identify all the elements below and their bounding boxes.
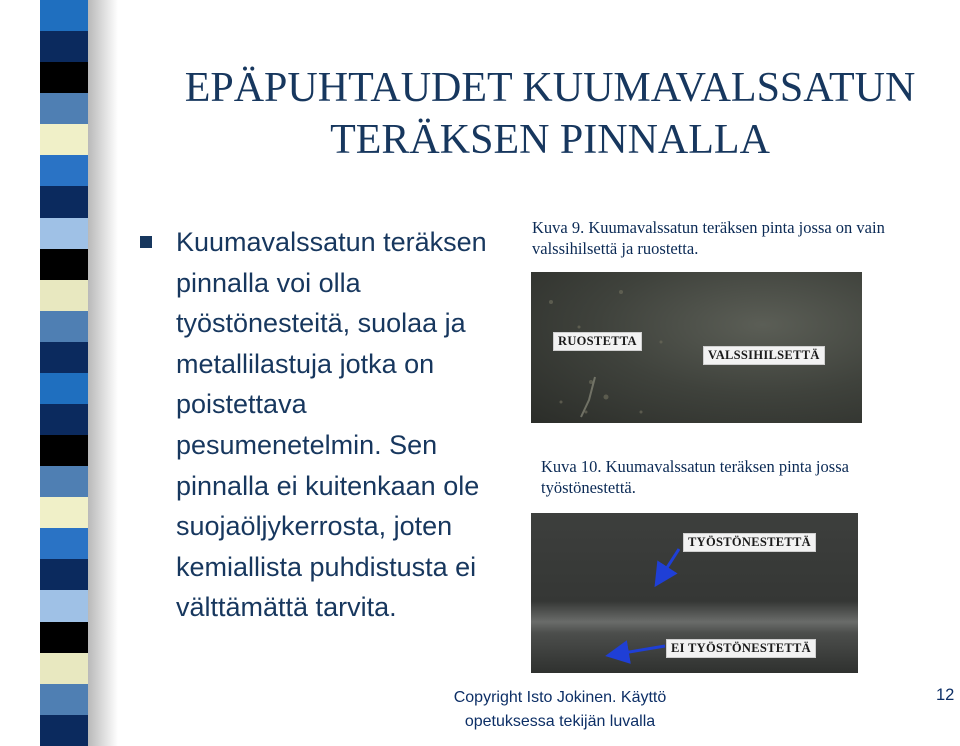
stripe-block: [40, 280, 88, 311]
stripe-block: [40, 497, 88, 528]
photo-label-valssihilsetta: VALSSIHILSETTÄ: [703, 346, 825, 365]
arrow-icon: [617, 646, 665, 654]
stripe-block: [40, 715, 88, 746]
title-line-2: TERÄKSEN PINNALLA: [330, 117, 770, 163]
stripe-block: [40, 653, 88, 684]
stripe-block: [40, 0, 88, 31]
caption-kuva-9: Kuva 9. Kuumavalssatun teräksen pinta jossa on vain valssihilsettä ja ruostetta.: [532, 218, 885, 258]
photo-label-tyostonestetta: TYÖSTÖNESTETTÄ: [683, 533, 816, 552]
photo-label-ei-tyostonestetta: EI TYÖSTÖNESTETTÄ: [666, 639, 816, 658]
stripe-block: [40, 218, 88, 249]
slide-title: [150, 62, 950, 166]
photo-kuva-10: [531, 513, 858, 673]
photo-kuva-9: [531, 272, 862, 423]
stripe-block: [40, 186, 88, 217]
bullet-square-icon: [140, 236, 152, 248]
stripe-block: [40, 31, 88, 62]
stripe-block: [40, 249, 88, 280]
stripe-block: [40, 93, 88, 124]
stripe-shadow: [88, 0, 118, 746]
footer-line-2: opetuksessa tekijän luvalla: [464, 713, 656, 730]
bullet-text: Kuumavalssatun teräksen pinnalla voi olla työstönesteitä, suolaa ja metallilastuja jotka on poistettava pesumenetelmin. Sen pinnalla ei kuitenkaan ole suojaöljykerrosta, joten kemiallista puhdistusta ei välttämättä tarvita.: [176, 227, 487, 623]
arrow-icons: [531, 513, 858, 673]
stripe-block: [40, 404, 88, 435]
stripe-block: [40, 559, 88, 590]
caption-kuva-10: Kuva 10. Kuumavalssatun teräksen pinta jossa työstönestettä.: [541, 457, 849, 497]
stripe-block: [40, 311, 88, 342]
title-line-1: EPÄPUHTAUDET KUUMAVALSSATUN: [184, 65, 916, 111]
stripe-block: [40, 684, 88, 715]
decorative-stripe: [40, 0, 88, 746]
stripe-block: [40, 155, 88, 186]
stripe-block: [40, 342, 88, 373]
stripe-block: [40, 435, 88, 466]
stripe-block: [40, 62, 88, 93]
stripe-block: [40, 590, 88, 621]
stripe-block: [40, 622, 88, 653]
photo-label-ruostetta: RUOSTETTA: [553, 332, 642, 351]
arrow-icon: [661, 549, 679, 577]
stripe-block: [40, 466, 88, 497]
footer-line-1: Copyright Isto Jokinen. Käyttö: [453, 689, 667, 706]
stripe-block: [40, 373, 88, 404]
page-number: 12: [936, 686, 955, 704]
footer-copyright: [400, 686, 720, 734]
stripe-block: [40, 124, 88, 155]
stripe-block: [40, 528, 88, 559]
